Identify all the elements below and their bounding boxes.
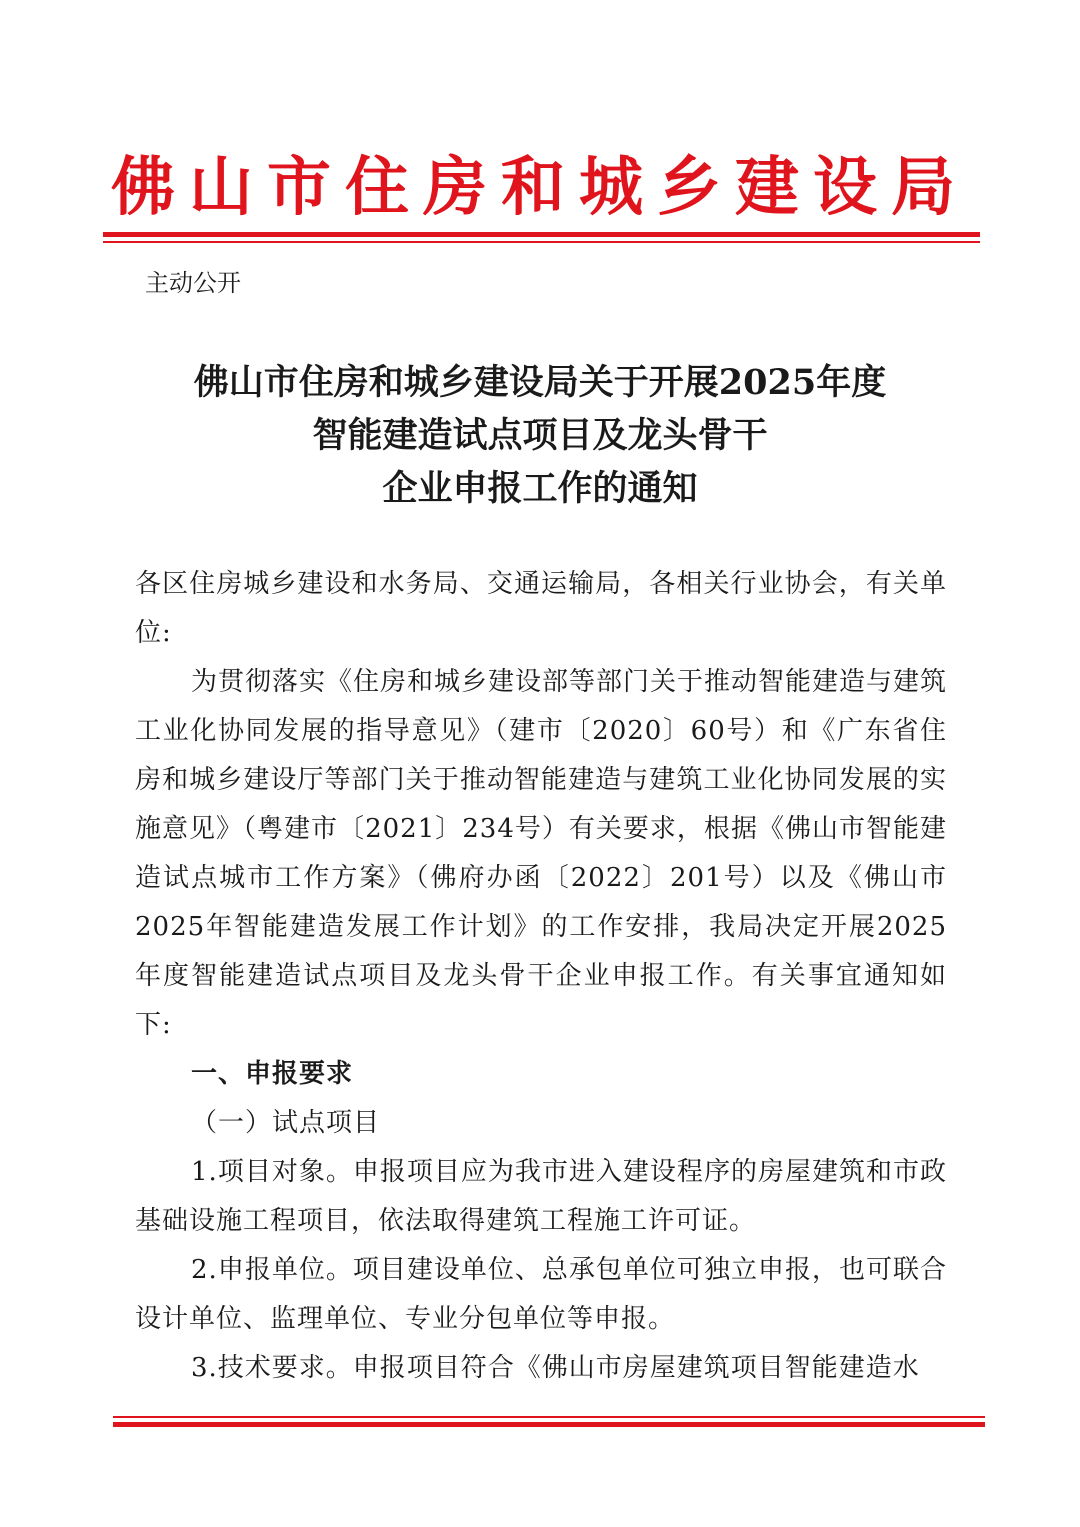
masthead-rule-thick [103, 232, 980, 237]
disclosure-label: 主动公开 [145, 269, 241, 297]
addressee: 各区住房城乡建设和水务局、交通运输局，各相关行业协会，有关单位: [135, 569, 947, 648]
item-1: 1.项目对象。申报项目应为我市进入建设程序的房屋建筑和市政基础设施工程项目，依法取得建筑工程施工许可证。 [135, 1157, 947, 1236]
title-line-3: 企业申报工作的通知 [382, 468, 698, 509]
section-heading: 一、申报要求 [191, 1059, 354, 1089]
document-body [135, 560, 947, 1393]
masthead-rule-thin [103, 241, 980, 243]
document-title [0, 356, 1080, 515]
item-2: 2.申报单位。项目建设单位、总承包单位可独立申报，也可联合设计单位、监理单位、专业分包单位等申报。 [135, 1255, 947, 1334]
intro-paragraph: 为贯彻落实《住房和城乡建设部等部门关于推动智能建造与建筑工业化协同发展的指导意见》（建市〔2020〕60号）和《广东省住房和城乡建设厅等部门关于推动智能建造与建筑工业化协同发展的实施意见》（粤建市〔2021〕234号）有关要求，根据《佛山市智能建造试点城市工作方案》（佛府办函〔2022〕201号）以及《佛山市2025年智能建造发展工作计划》的工作安排，我局决定开展2025年度智能建造试点项目及龙头骨干企业申报工作。有关事宜通知如下: [135, 667, 948, 1040]
title-line-2: 智能建造试点项目及龙头骨干 [312, 415, 768, 456]
masthead: 佛山市住房和城乡建设局 [111, 150, 969, 225]
footer-rule-thin [113, 1416, 985, 1418]
subsection-heading: （一）试点项目 [191, 1108, 381, 1138]
item-3: 3.技术要求。申报项目符合《佛山市房屋建筑项目智能建造水 [191, 1353, 920, 1383]
title-line-1: 佛山市住房和城乡建设局关于开展2025年度 [193, 362, 887, 403]
footer-rule-thick [113, 1422, 985, 1427]
